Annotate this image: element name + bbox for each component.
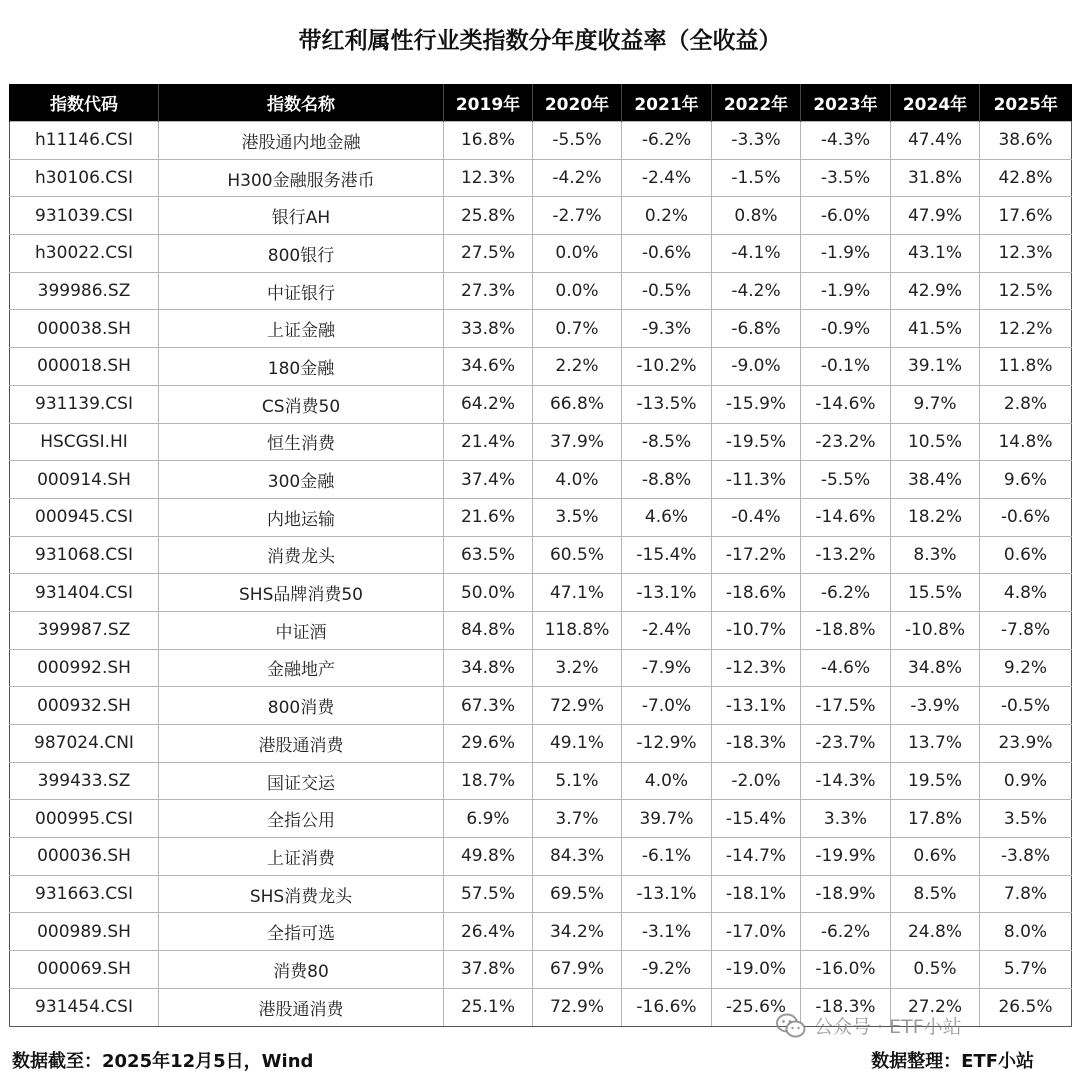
return-cell: -9.0% xyxy=(712,348,801,386)
return-cell: -6.2% xyxy=(801,913,891,951)
return-cell: -10.7% xyxy=(712,611,801,649)
return-cell: -17.0% xyxy=(712,913,801,951)
return-cell: 4.0% xyxy=(533,461,622,499)
return-cell: 10.5% xyxy=(891,423,980,461)
return-cell: 34.2% xyxy=(533,913,622,951)
table-row xyxy=(10,235,1072,273)
return-cell: 14.8% xyxy=(980,423,1072,461)
return-cell: -5.5% xyxy=(801,461,891,499)
return-cell: -8.8% xyxy=(622,461,712,499)
return-cell: -18.1% xyxy=(712,875,801,913)
index-code-cell: 000989.SH xyxy=(10,913,159,951)
return-cell: 47.9% xyxy=(891,197,980,235)
table-body xyxy=(10,122,1072,1027)
column-header: 2021年 xyxy=(622,84,712,122)
return-cell: 57.5% xyxy=(444,875,533,913)
return-cell: 19.5% xyxy=(891,762,980,800)
index-code-cell: 000945.CSI xyxy=(10,498,159,536)
return-cell: -13.1% xyxy=(622,574,712,612)
table-row xyxy=(10,461,1072,499)
return-cell: -6.1% xyxy=(622,838,712,876)
return-cell: -4.1% xyxy=(712,235,801,273)
index-name-cell: 国证交运 xyxy=(159,762,444,800)
return-cell: -25.6% xyxy=(712,988,801,1026)
column-header: 2023年 xyxy=(801,84,891,122)
watermark xyxy=(776,1012,962,1039)
return-cell: -23.2% xyxy=(801,423,891,461)
return-cell: 12.3% xyxy=(980,235,1072,273)
return-cell: -23.7% xyxy=(801,725,891,763)
index-name-cell: 180金融 xyxy=(159,348,444,386)
data-source-note: 数据截至：2025年12月5日，Wind xyxy=(12,1051,314,1072)
return-cell: 84.3% xyxy=(533,838,622,876)
return-cell: -1.9% xyxy=(801,272,891,310)
table-row xyxy=(10,838,1072,876)
return-cell: -10.8% xyxy=(891,611,980,649)
index-name-cell: 港股通消费 xyxy=(159,725,444,763)
column-header: 2020年 xyxy=(533,84,622,122)
return-cell: 60.5% xyxy=(533,536,622,574)
column-header: 2019年 xyxy=(444,84,533,122)
index-name-cell: 中证银行 xyxy=(159,272,444,310)
return-cell: -4.3% xyxy=(801,122,891,160)
return-cell: 0.6% xyxy=(891,838,980,876)
return-cell: -7.9% xyxy=(622,649,712,687)
return-cell: 2.8% xyxy=(980,385,1072,423)
return-cell: 0.9% xyxy=(980,762,1072,800)
return-cell: -15.4% xyxy=(712,800,801,838)
return-cell: 64.2% xyxy=(444,385,533,423)
index-name-cell: 港股通消费 xyxy=(159,988,444,1026)
return-cell: 67.9% xyxy=(533,951,622,989)
return-cell: 0.6% xyxy=(980,536,1072,574)
return-cell: -11.3% xyxy=(712,461,801,499)
return-cell: 34.6% xyxy=(444,348,533,386)
table-row xyxy=(10,800,1072,838)
column-header: 2022年 xyxy=(712,84,801,122)
table-row xyxy=(10,536,1072,574)
index-code-cell: h30022.CSI xyxy=(10,235,159,273)
index-name-cell: SHS品牌消费50 xyxy=(159,574,444,612)
return-cell: 2.2% xyxy=(533,348,622,386)
return-cell: 9.2% xyxy=(980,649,1072,687)
index-code-cell: 399433.SZ xyxy=(10,762,159,800)
index-name-cell: 上证消费 xyxy=(159,838,444,876)
return-cell: -14.6% xyxy=(801,385,891,423)
index-code-cell: h11146.CSI xyxy=(10,122,159,160)
index-name-cell: 全指公用 xyxy=(159,800,444,838)
return-cell: -6.2% xyxy=(622,122,712,160)
column-header: 指数名称 xyxy=(159,84,444,122)
table-header xyxy=(10,84,1072,122)
return-cell: 47.4% xyxy=(891,122,980,160)
index-code-cell: 000995.CSI xyxy=(10,800,159,838)
return-cell: 8.5% xyxy=(891,875,980,913)
return-cell: -5.5% xyxy=(533,122,622,160)
index-name-cell: 800银行 xyxy=(159,235,444,273)
return-cell: 42.9% xyxy=(891,272,980,310)
return-cell: -18.9% xyxy=(801,875,891,913)
return-cell: -0.5% xyxy=(622,272,712,310)
return-cell: 3.2% xyxy=(533,649,622,687)
index-name-cell: 消费80 xyxy=(159,951,444,989)
return-cell: -3.1% xyxy=(622,913,712,951)
return-cell: -0.5% xyxy=(980,687,1072,725)
index-code-cell: 000992.SH xyxy=(10,649,159,687)
index-code-cell: 931139.CSI xyxy=(10,385,159,423)
index-name-cell: 中证酒 xyxy=(159,611,444,649)
return-cell: 50.0% xyxy=(444,574,533,612)
return-cell: 34.8% xyxy=(891,649,980,687)
return-cell: 4.6% xyxy=(622,498,712,536)
return-cell: -2.4% xyxy=(622,159,712,197)
return-cell: -13.5% xyxy=(622,385,712,423)
return-cell: -17.2% xyxy=(712,536,801,574)
return-cell: -3.8% xyxy=(980,838,1072,876)
return-cell: -7.8% xyxy=(980,611,1072,649)
return-cell: -3.3% xyxy=(712,122,801,160)
return-cell: -2.4% xyxy=(622,611,712,649)
table-row xyxy=(10,348,1072,386)
table-row xyxy=(10,197,1072,235)
return-cell: -12.3% xyxy=(712,649,801,687)
table-row xyxy=(10,159,1072,197)
return-cell: 12.2% xyxy=(980,310,1072,348)
index-name-cell: SHS消费龙头 xyxy=(159,875,444,913)
return-cell: 27.5% xyxy=(444,235,533,273)
table-row xyxy=(10,725,1072,763)
return-cell: 17.6% xyxy=(980,197,1072,235)
return-cell: 0.2% xyxy=(622,197,712,235)
return-cell: -17.5% xyxy=(801,687,891,725)
index-name-cell: 全指可选 xyxy=(159,913,444,951)
return-cell: -19.5% xyxy=(712,423,801,461)
return-cell: -0.9% xyxy=(801,310,891,348)
return-cell: 43.1% xyxy=(891,235,980,273)
return-cell: -9.2% xyxy=(622,951,712,989)
compiled-by-note: 数据整理：ETF小站 xyxy=(871,1051,1034,1072)
return-cell: -13.1% xyxy=(712,687,801,725)
return-cell: 39.7% xyxy=(622,800,712,838)
return-cell: -4.2% xyxy=(533,159,622,197)
return-cell: 38.4% xyxy=(891,461,980,499)
return-cell: 72.9% xyxy=(533,687,622,725)
return-cell: 9.6% xyxy=(980,461,1072,499)
return-cell: 0.8% xyxy=(712,197,801,235)
index-code-cell: 000036.SH xyxy=(10,838,159,876)
return-cell: -0.6% xyxy=(622,235,712,273)
table-row xyxy=(10,272,1072,310)
return-cell: 67.3% xyxy=(444,687,533,725)
return-cell: 118.8% xyxy=(533,611,622,649)
return-cell: 0.0% xyxy=(533,272,622,310)
return-cell: 49.1% xyxy=(533,725,622,763)
index-code-cell: 931068.CSI xyxy=(10,536,159,574)
table-row xyxy=(10,498,1072,536)
return-cell: 21.6% xyxy=(444,498,533,536)
return-cell: 18.2% xyxy=(891,498,980,536)
return-cell: 26.4% xyxy=(444,913,533,951)
column-header: 指数代码 xyxy=(10,84,159,122)
return-cell: 34.8% xyxy=(444,649,533,687)
index-name-cell: 港股通内地金融 xyxy=(159,122,444,160)
return-cell: -15.4% xyxy=(622,536,712,574)
index-name-cell: 银行AH xyxy=(159,197,444,235)
table-row xyxy=(10,913,1072,951)
table-row xyxy=(10,649,1072,687)
return-cell: 0.5% xyxy=(891,951,980,989)
index-name-cell: 内地运输 xyxy=(159,498,444,536)
return-cell: 3.3% xyxy=(801,800,891,838)
index-code-cell: 000932.SH xyxy=(10,687,159,725)
table-row xyxy=(10,310,1072,348)
return-cell: 31.8% xyxy=(891,159,980,197)
index-code-cell: 931039.CSI xyxy=(10,197,159,235)
return-cell: -13.1% xyxy=(622,875,712,913)
return-cell: 84.8% xyxy=(444,611,533,649)
return-cell: -16.6% xyxy=(622,988,712,1026)
returns-table xyxy=(9,84,1072,1027)
return-cell: -0.1% xyxy=(801,348,891,386)
return-cell: -19.0% xyxy=(712,951,801,989)
table-row xyxy=(10,385,1072,423)
index-code-cell: 931454.CSI xyxy=(10,988,159,1026)
index-name-cell: 800消费 xyxy=(159,687,444,725)
return-cell: -18.8% xyxy=(801,611,891,649)
return-cell: 18.7% xyxy=(444,762,533,800)
return-cell: 37.9% xyxy=(533,423,622,461)
index-code-cell: 399986.SZ xyxy=(10,272,159,310)
index-code-cell: 000914.SH xyxy=(10,461,159,499)
return-cell: 24.8% xyxy=(891,913,980,951)
index-code-cell: 000069.SH xyxy=(10,951,159,989)
index-code-cell: 000018.SH xyxy=(10,348,159,386)
return-cell: 12.3% xyxy=(444,159,533,197)
return-cell: 33.8% xyxy=(444,310,533,348)
return-cell: 49.8% xyxy=(444,838,533,876)
return-cell: 15.5% xyxy=(891,574,980,612)
return-cell: -4.2% xyxy=(712,272,801,310)
return-cell: 37.8% xyxy=(444,951,533,989)
return-cell: -7.0% xyxy=(622,687,712,725)
return-cell: -12.9% xyxy=(622,725,712,763)
return-cell: 63.5% xyxy=(444,536,533,574)
index-name-cell: 金融地产 xyxy=(159,649,444,687)
return-cell: 27.2% xyxy=(891,988,980,1026)
return-cell: -16.0% xyxy=(801,951,891,989)
return-cell: 69.5% xyxy=(533,875,622,913)
return-cell: 23.9% xyxy=(980,725,1072,763)
table-row xyxy=(10,687,1072,725)
index-code-cell: 931663.CSI xyxy=(10,875,159,913)
return-cell: -14.7% xyxy=(712,838,801,876)
return-cell: 0.0% xyxy=(533,235,622,273)
return-cell: -3.9% xyxy=(891,687,980,725)
return-cell: 21.4% xyxy=(444,423,533,461)
return-cell: 5.7% xyxy=(980,951,1072,989)
return-cell: -6.2% xyxy=(801,574,891,612)
index-code-cell: 399987.SZ xyxy=(10,611,159,649)
return-cell: 4.0% xyxy=(622,762,712,800)
return-cell: -19.9% xyxy=(801,838,891,876)
return-cell: -4.6% xyxy=(801,649,891,687)
return-cell: 5.1% xyxy=(533,762,622,800)
return-cell: 29.6% xyxy=(444,725,533,763)
index-name-cell: 消费龙头 xyxy=(159,536,444,574)
return-cell: 25.1% xyxy=(444,988,533,1026)
return-cell: 41.5% xyxy=(891,310,980,348)
column-header: 2025年 xyxy=(980,84,1072,122)
index-name-cell: H300金融服务港币 xyxy=(159,159,444,197)
index-code-cell: 931404.CSI xyxy=(10,574,159,612)
return-cell: 27.3% xyxy=(444,272,533,310)
return-cell: 26.5% xyxy=(980,988,1072,1026)
return-cell: 12.5% xyxy=(980,272,1072,310)
return-cell: 3.5% xyxy=(533,498,622,536)
return-cell: 4.8% xyxy=(980,574,1072,612)
table-row xyxy=(10,762,1072,800)
index-code-cell: HSCGSI.HI xyxy=(10,423,159,461)
return-cell: -13.2% xyxy=(801,536,891,574)
index-code-cell: h30106.CSI xyxy=(10,159,159,197)
return-cell: -14.3% xyxy=(801,762,891,800)
return-cell: 66.8% xyxy=(533,385,622,423)
return-cell: 38.6% xyxy=(980,122,1072,160)
return-cell: -6.8% xyxy=(712,310,801,348)
return-cell: 42.8% xyxy=(980,159,1072,197)
return-cell: 25.8% xyxy=(444,197,533,235)
column-header: 2024年 xyxy=(891,84,980,122)
return-cell: -18.6% xyxy=(712,574,801,612)
return-cell: -0.6% xyxy=(980,498,1072,536)
return-cell: -2.7% xyxy=(533,197,622,235)
return-cell: -2.0% xyxy=(712,762,801,800)
return-cell: 16.8% xyxy=(444,122,533,160)
table-row xyxy=(10,875,1072,913)
table-row xyxy=(10,951,1072,989)
header-row xyxy=(10,84,1072,122)
return-cell: 7.8% xyxy=(980,875,1072,913)
return-cell: -9.3% xyxy=(622,310,712,348)
return-cell: -15.9% xyxy=(712,385,801,423)
return-cell: 0.7% xyxy=(533,310,622,348)
return-cell: 6.9% xyxy=(444,800,533,838)
table-row xyxy=(10,574,1072,612)
return-cell: 3.5% xyxy=(980,800,1072,838)
return-cell: 11.8% xyxy=(980,348,1072,386)
index-code-cell: 000038.SH xyxy=(10,310,159,348)
table-row xyxy=(10,122,1072,160)
index-name-cell: CS消费50 xyxy=(159,385,444,423)
return-cell: -18.3% xyxy=(712,725,801,763)
index-name-cell: 恒生消费 xyxy=(159,423,444,461)
return-cell: -3.5% xyxy=(801,159,891,197)
wechat-icon xyxy=(776,1013,806,1039)
return-cell: -6.0% xyxy=(801,197,891,235)
index-code-cell: 987024.CNI xyxy=(10,725,159,763)
return-cell: -1.9% xyxy=(801,235,891,273)
page-title: 带红利属性行业类指数分年度收益率（全收益） xyxy=(298,28,782,54)
return-cell: 17.8% xyxy=(891,800,980,838)
return-cell: 37.4% xyxy=(444,461,533,499)
return-cell: 8.0% xyxy=(980,913,1072,951)
return-cell: -14.6% xyxy=(801,498,891,536)
return-cell: 39.1% xyxy=(891,348,980,386)
table-row xyxy=(10,423,1072,461)
return-cell: 8.3% xyxy=(891,536,980,574)
index-name-cell: 300金融 xyxy=(159,461,444,499)
return-cell: 9.7% xyxy=(891,385,980,423)
watermark-text: 公众号 · ETF小站 xyxy=(814,1016,962,1038)
return-cell: 47.1% xyxy=(533,574,622,612)
return-cell: -0.4% xyxy=(712,498,801,536)
return-cell: -18.3% xyxy=(801,988,891,1026)
table-row xyxy=(10,611,1072,649)
return-cell: -8.5% xyxy=(622,423,712,461)
return-cell: 72.9% xyxy=(533,988,622,1026)
return-cell: 13.7% xyxy=(891,725,980,763)
return-cell: -1.5% xyxy=(712,159,801,197)
return-cell: -10.2% xyxy=(622,348,712,386)
return-cell: 3.7% xyxy=(533,800,622,838)
index-name-cell: 上证金融 xyxy=(159,310,444,348)
